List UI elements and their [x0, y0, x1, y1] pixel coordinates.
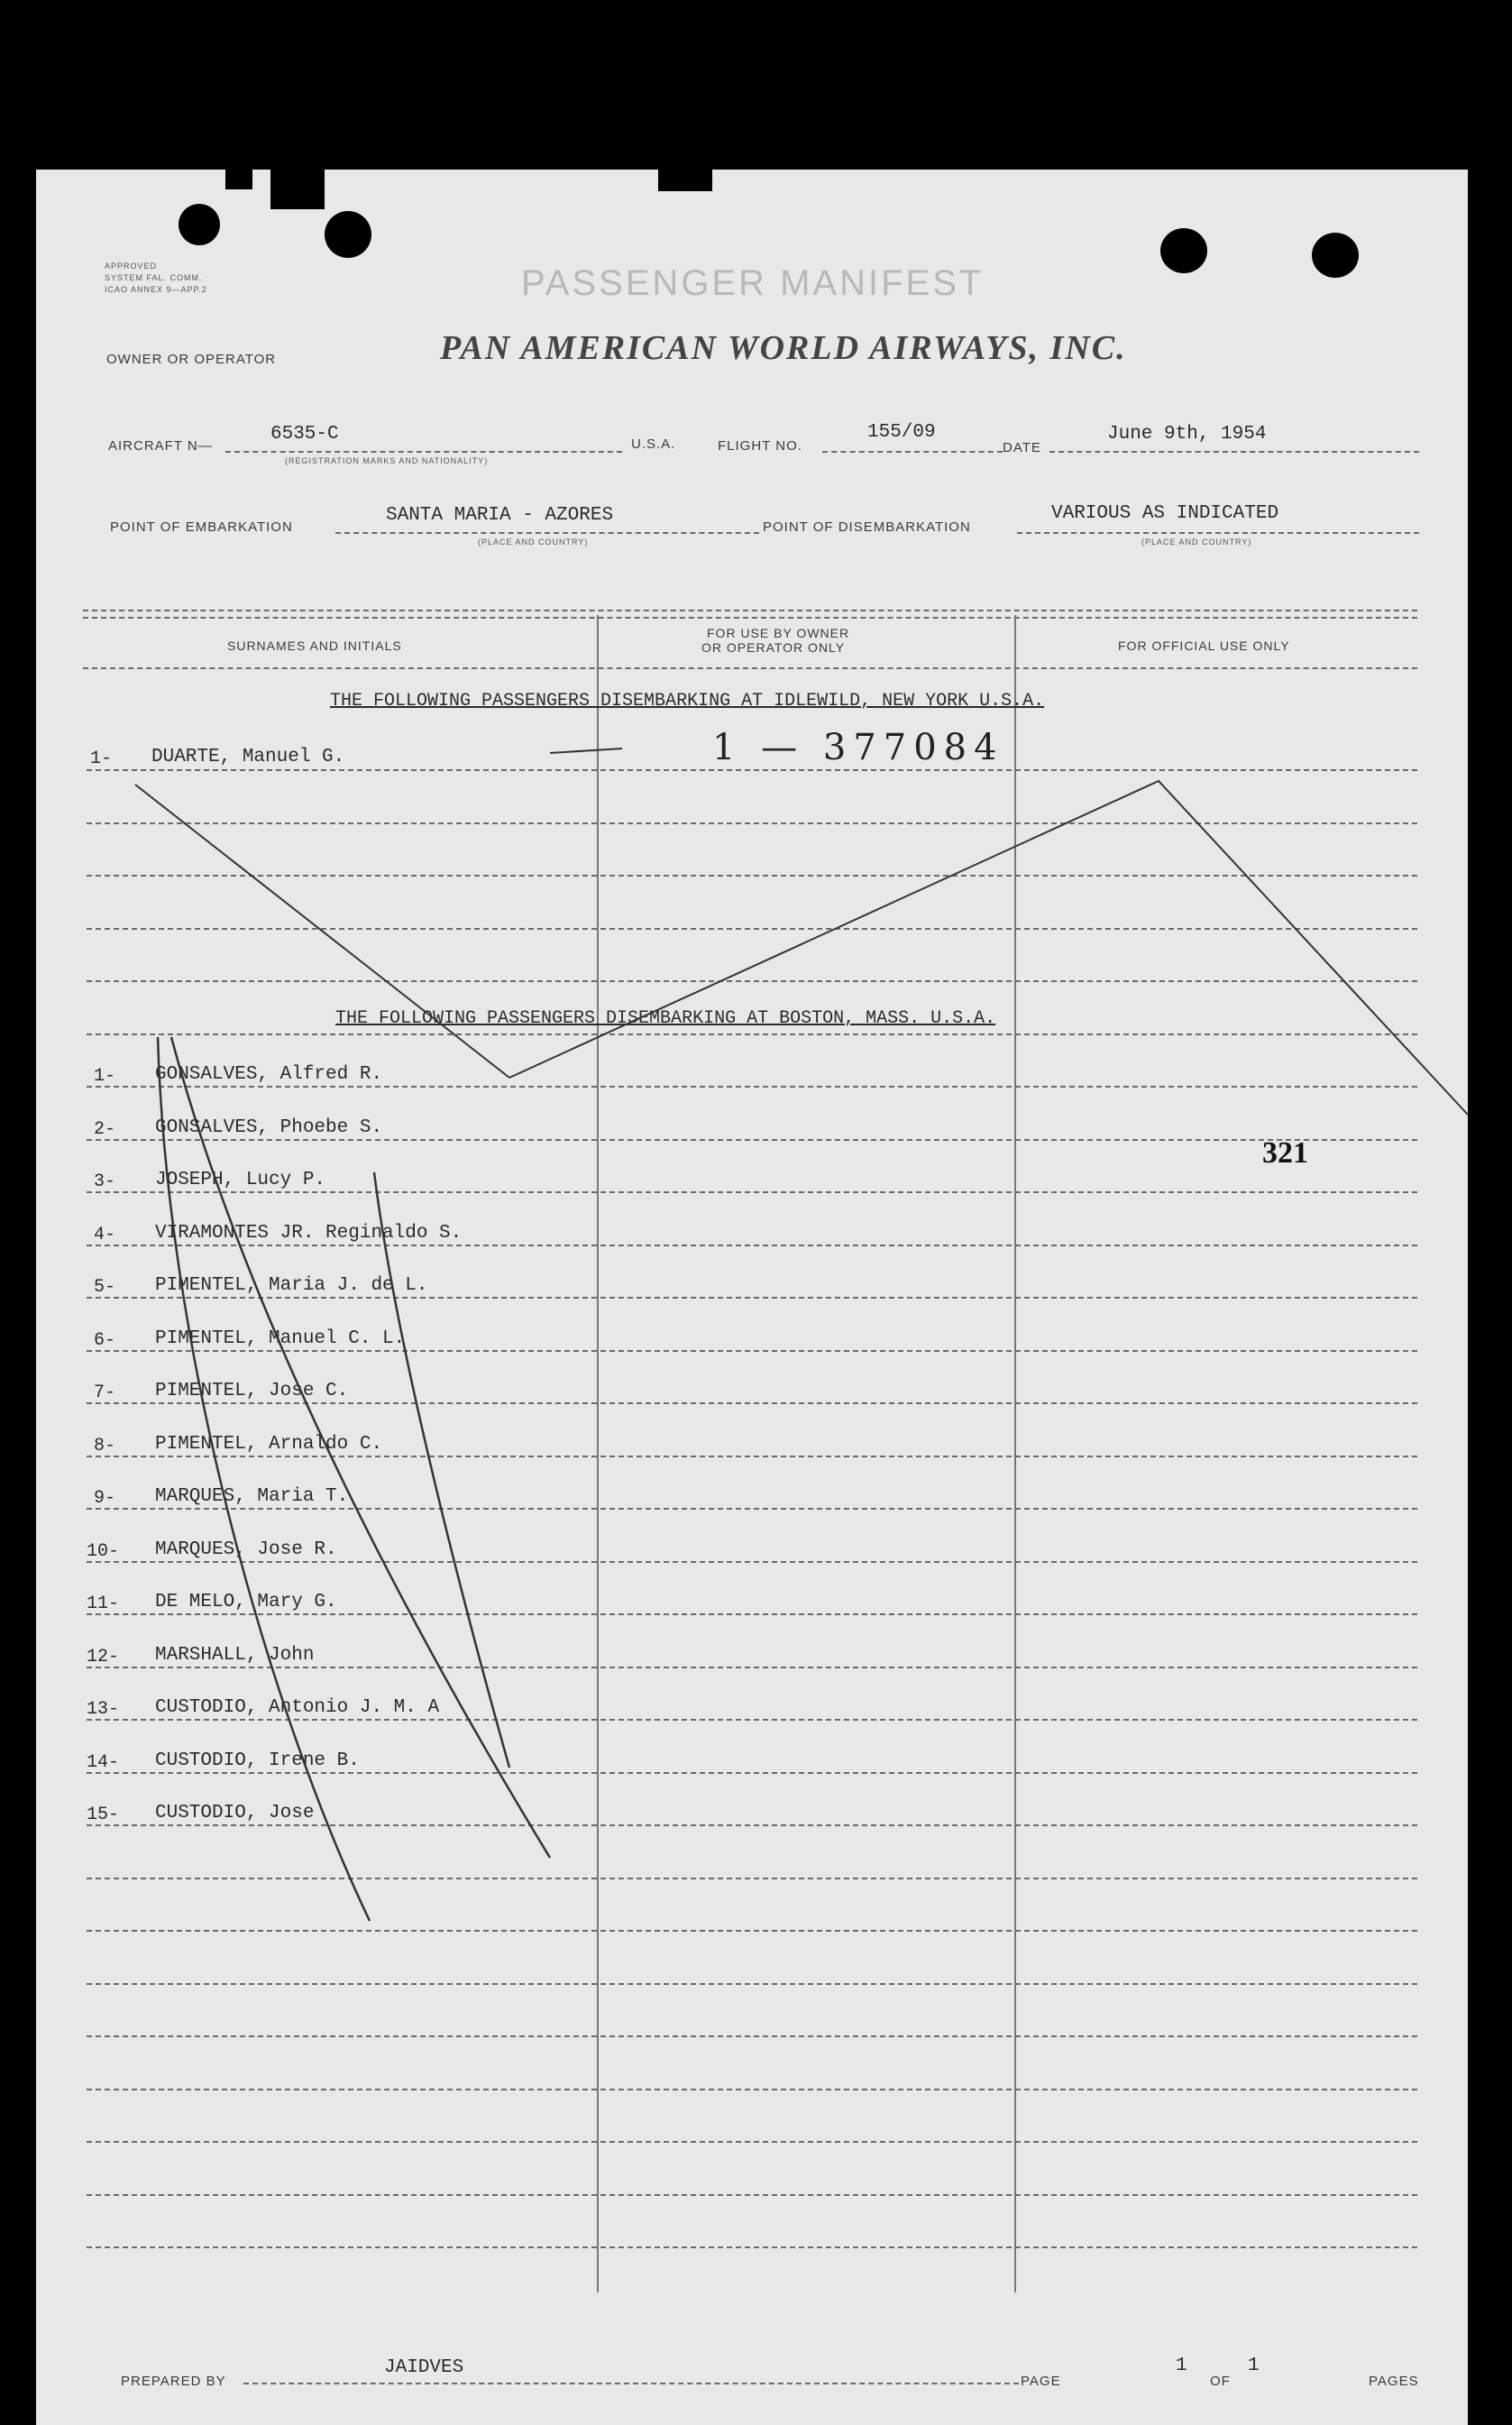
pen-stroke: [171, 1037, 550, 1858]
pages-label: PAGES: [1369, 2374, 1419, 2389]
prepared-by-value: JAIDVES: [384, 2357, 464, 2378]
passenger-name: PIMENTEL, Jose C.: [155, 1381, 349, 1401]
approved-stamp-line: APPROVED: [105, 262, 158, 271]
passenger-name: GONSALVES, Phoebe S.: [155, 1117, 383, 1138]
col-surnames-header: SURNAMES AND INITIALS: [227, 638, 402, 653]
passenger-name: MARQUES, Maria T.: [155, 1486, 349, 1507]
date-label: DATE: [1003, 440, 1041, 455]
usa-label: U.S.A.: [631, 436, 676, 452]
pen-stroke: [135, 785, 509, 1078]
company-name: PAN AMERICAN WORLD AIRWAYS, INC.: [440, 329, 1127, 367]
passenger-number: 5-: [94, 1277, 116, 1298]
aircraft-value: 6535-C: [270, 424, 339, 445]
owner-label: OWNER OR OPERATOR: [106, 352, 277, 367]
passenger-number: 12-: [87, 1647, 120, 1667]
passenger-number: 9-: [94, 1488, 116, 1509]
passenger-name: MARSHALL, John: [155, 1645, 315, 1666]
passenger-number: 6-: [94, 1330, 116, 1351]
col-owner-header-2: OR OPERATOR ONLY: [701, 640, 846, 655]
disembark-value: VARIOUS AS INDICATED: [1051, 503, 1279, 524]
passenger-number: 3-: [94, 1171, 116, 1192]
passenger-number: 13-: [87, 1699, 120, 1720]
manifest-title: PASSENGER MANIFEST: [521, 263, 985, 303]
boston-heading: THE FOLLOWING PASSENGERS DISEMBARKING AT BOSTON, MASS. U.S.A.: [335, 1008, 996, 1029]
aircraft-label: AIRCRAFT N—: [108, 438, 213, 454]
registration-caption: (REGISTRATION MARKS AND NATIONALITY): [285, 456, 489, 465]
pen-stroke: [550, 749, 622, 753]
pen-stroke: [374, 1172, 509, 1768]
approved-stamp-line: ICAO ANNEX 9—APP.2: [105, 285, 207, 294]
passenger-number: 2-: [94, 1119, 116, 1140]
embark-value: SANTA MARIA - AZORES: [386, 505, 614, 526]
flight-no-value: 155/09: [867, 422, 936, 443]
col-official-header: FOR OFFICIAL USE ONLY: [1118, 638, 1290, 653]
passenger-name: CUSTODIO, Irene B.: [155, 1750, 360, 1771]
passenger-number: 10-: [87, 1541, 120, 1562]
page-label: PAGE: [1021, 2374, 1061, 2389]
passenger-name: MARQUES, Jose R.: [155, 1539, 337, 1560]
of-value: 1: [1248, 2356, 1260, 2376]
pen-stroke: [509, 781, 1468, 1115]
passenger-name: GONSALVES, Alfred R.: [155, 1064, 383, 1085]
pen-stroke: [158, 1037, 370, 1921]
ny-passenger-number: 1-: [90, 749, 113, 769]
passenger-name: CUSTODIO, Antonio J. M. A: [155, 1697, 440, 1718]
passenger-name: PIMENTEL, Arnaldo C.: [155, 1434, 383, 1455]
passenger-number: 14-: [87, 1752, 120, 1773]
approved-stamp-line: SYSTEM FAL. COMM.: [105, 273, 203, 282]
passenger-number: 1-: [94, 1066, 116, 1087]
passenger-name: DE MELO, Mary G.: [155, 1592, 337, 1612]
passenger-number: 7-: [94, 1382, 116, 1403]
disembark-label: POINT OF DISEMBARKATION: [763, 519, 971, 535]
page-value: 1: [1176, 2356, 1187, 2376]
embark-label: POINT OF EMBARKATION: [110, 519, 293, 535]
passenger-name: PIMENTEL, Manuel C. L.: [155, 1328, 406, 1349]
disembark-caption: (PLACE AND COUNTRY): [1141, 537, 1252, 547]
col-owner-header-1: FOR USE BY OWNER: [707, 626, 850, 640]
ny-passenger-name: DUARTE, Manuel G.: [151, 747, 345, 767]
flight-no-label: FLIGHT NO.: [718, 438, 802, 454]
date-value: June 9th, 1954: [1107, 424, 1267, 445]
passenger-number: 8-: [94, 1436, 116, 1456]
passenger-name: PIMENTEL, Maria J. de L.: [155, 1275, 428, 1296]
passenger-name: VIRAMONTES JR. Reginaldo S.: [155, 1223, 463, 1244]
embark-caption: (PLACE AND COUNTRY): [478, 537, 589, 547]
passenger-number: 4-: [94, 1225, 116, 1245]
passenger-name: CUSTODIO, Jose: [155, 1803, 315, 1823]
handwritten-ticket-number: 1 — 377084: [712, 727, 1004, 768]
passenger-number: 15-: [87, 1805, 120, 1825]
page-stamp: 321: [1262, 1136, 1308, 1170]
passenger-number: 11-: [87, 1594, 120, 1614]
of-label: OF: [1210, 2374, 1231, 2389]
passenger-name: JOSEPH, Lucy P.: [155, 1170, 326, 1190]
ny-heading: THE FOLLOWING PASSENGERS DISEMBARKING AT IDLEWILD, NEW YORK U.S.A.: [330, 691, 1045, 712]
prepared-by-label: PREPARED BY: [121, 2374, 226, 2389]
